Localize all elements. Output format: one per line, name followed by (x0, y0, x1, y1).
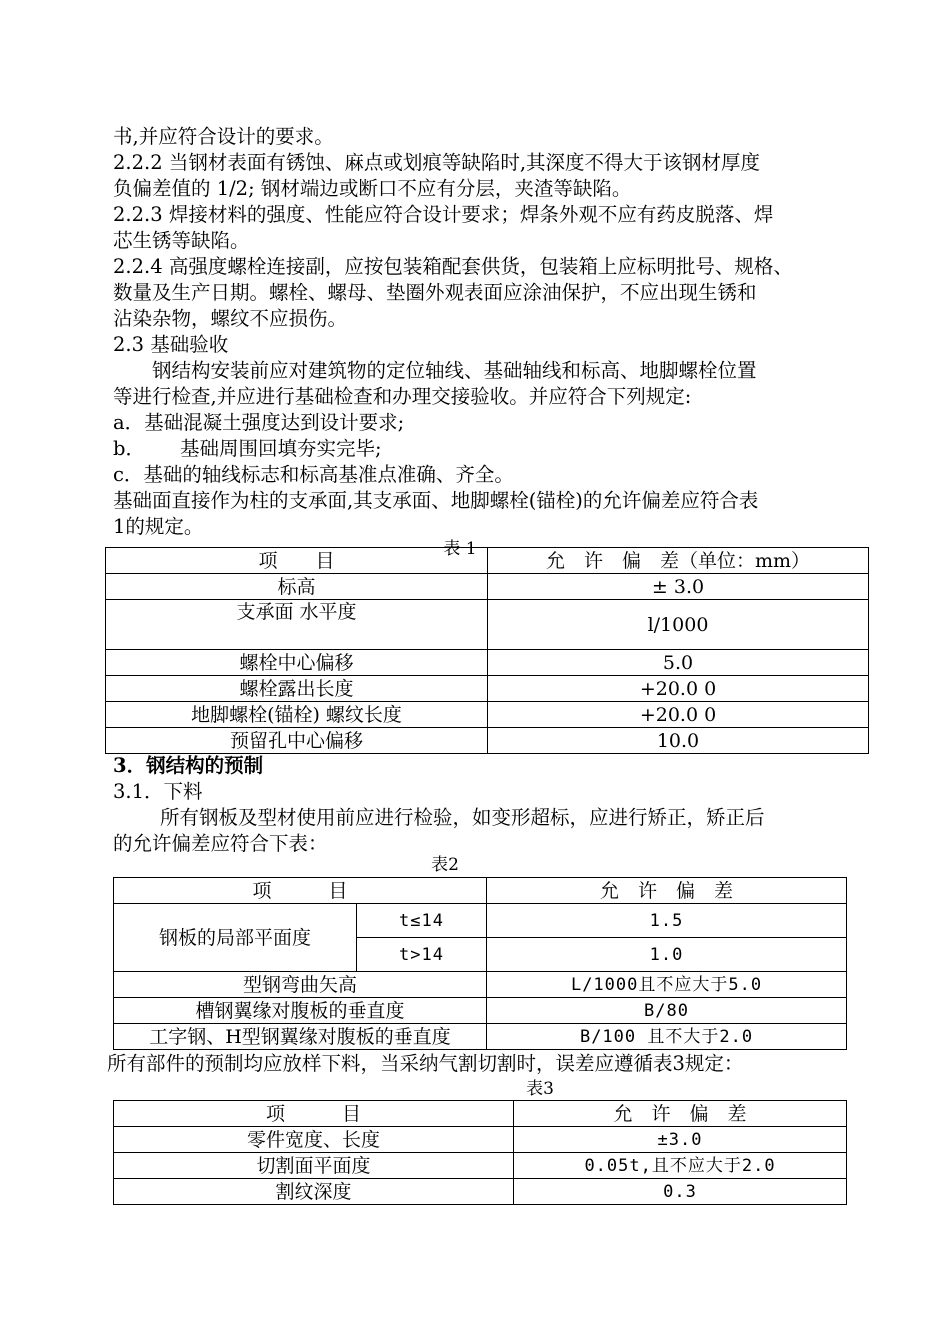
table1-caption: 表 1 (443, 539, 477, 559)
paragraph-line: 等进行检查,并应进行基础检查和办理交接验收。并应符合下列规定: (113, 385, 692, 408)
paragraph-line: 1的规定。 (113, 515, 204, 538)
table1-cell: 5.0 (488, 650, 869, 676)
table2-plate-label: 钢板的局部平面度 (114, 904, 357, 972)
table1-cell: 地脚螺栓(锚栓) 螺纹长度 (106, 702, 488, 728)
section-heading-3: 3．钢结构的预制 (113, 754, 264, 777)
table2-header-tolerance: 允 许 偏 差 (487, 878, 847, 904)
table1-cell: 预留孔中心偏移 (106, 728, 488, 754)
paragraph-line: 负偏差值的 1/2; 钢材端边或断口不应有分层，夹渣等缺陷。 (113, 177, 632, 200)
paragraph-line: 沾染杂物，螺纹不应损伤。 (113, 307, 348, 330)
table3-cell: 0.05t,且不应大于2.0 (514, 1153, 847, 1179)
table3-cell: 零件宽度、长度 (114, 1127, 514, 1153)
table2-cell: 槽钢翼缘对腹板的垂直度 (114, 998, 487, 1024)
paragraph-line: 数量及生产日期。螺栓、螺母、垫圈外观表面应涂油保护，不应出现生锈和 (113, 281, 757, 304)
table1-cell: l/1000 (488, 600, 869, 650)
paragraph-line: 2.2.2 当钢材表面有锈蚀、麻点或划痕等缺陷时,其深度不得大于该钢材厚度 (113, 151, 761, 174)
table3-header-tolerance: 允 许 偏 差 (514, 1101, 847, 1127)
table1-cell: +20.0 0 (488, 676, 869, 702)
table1-cell: 支承面 水平度 (106, 600, 488, 650)
table3-cell: 割纹深度 (114, 1179, 514, 1205)
table2-header-item: 项 目 (114, 878, 487, 904)
table1-cell: 标高 (106, 574, 488, 600)
table1-cell: 螺栓中心偏移 (106, 650, 488, 676)
table1-cell: +20.0 0 (488, 702, 869, 728)
table2-cell: 工字钢、H型钢翼缘对腹板的垂直度 (114, 1024, 487, 1050)
list-item-c: c．基础的轴线标志和标高基准点准确、齐全。 (113, 463, 514, 486)
table3-cell: 切割面平面度 (114, 1153, 514, 1179)
paragraph-line: 的允许偏差应符合下表： (113, 832, 328, 855)
table3 (113, 1100, 847, 1205)
table2-cell: 1.0 (487, 938, 847, 972)
paragraph-line: 基础面直接作为柱的支承面,其支承面、地脚螺栓(锚栓)的允许偏差应符合表 (113, 489, 759, 512)
table2-cell: B/80 (487, 998, 847, 1024)
table2-cell: 1.5 (487, 904, 847, 938)
paragraph-line: 2.2.3 焊接材料的强度、性能应符合设计要求；焊条外观不应有药皮脱落、焊 (113, 203, 774, 226)
table2-cell: 型钢弯曲矢高 (114, 972, 487, 998)
paragraph-line: 所有部件的预制均应放样下料，当采纳气割切割时，误差应遵循表3规定： (107, 1052, 744, 1075)
paragraph-line: 所有钢板及型材使用前应进行检验，如变形超标，应进行矫正，矫正后 (160, 806, 765, 829)
table3-cell: ±3.0 (514, 1127, 847, 1153)
list-item-b-marker: b． (113, 437, 145, 460)
table3-header-item: 项 目 (114, 1101, 514, 1127)
list-item-a: a．基础混凝土强度达到设计要求; (113, 411, 405, 434)
section-heading-2-3: 2.3 基础验收 (113, 333, 229, 356)
table3-caption: 表3 (526, 1079, 554, 1099)
table2-cell: B/100 且不大于2.0 (487, 1024, 847, 1050)
subsection-heading-3-1: 3.1．下料 (113, 780, 203, 803)
table1-cell: 10.0 (488, 728, 869, 754)
table2-cell: t≤14 (357, 904, 487, 938)
table2-cell: t>14 (357, 938, 487, 972)
table2-caption: 表2 (431, 855, 459, 875)
table3-cell: 0.3 (514, 1179, 847, 1205)
table1-header-tolerance: 允 许 偏 差（单位：mm） (488, 548, 869, 574)
table2 (113, 877, 847, 1050)
table1 (105, 547, 869, 754)
list-item-b: 基础周围回填夯实完毕; (180, 437, 382, 460)
paragraph-line: 钢结构安装前应对建筑物的定位轴线、基础轴线和标高、地脚螺栓位置 (152, 359, 757, 382)
paragraph-line: 2.2.4 高强度螺栓连接副，应按包装箱配套供货，包装箱上应标明批号、规格、 (113, 255, 793, 278)
table1-cell: 螺栓露出长度 (106, 676, 488, 702)
table1-cell: ± 3.0 (488, 574, 869, 600)
paragraph-line: 芯生锈等缺陷。 (113, 229, 250, 252)
table2-cell: L/1000且不应大于5.0 (487, 972, 847, 998)
table1-header-item: 项 目 (106, 548, 488, 574)
paragraph-line: 书,并应符合设计的要求。 (113, 125, 334, 148)
